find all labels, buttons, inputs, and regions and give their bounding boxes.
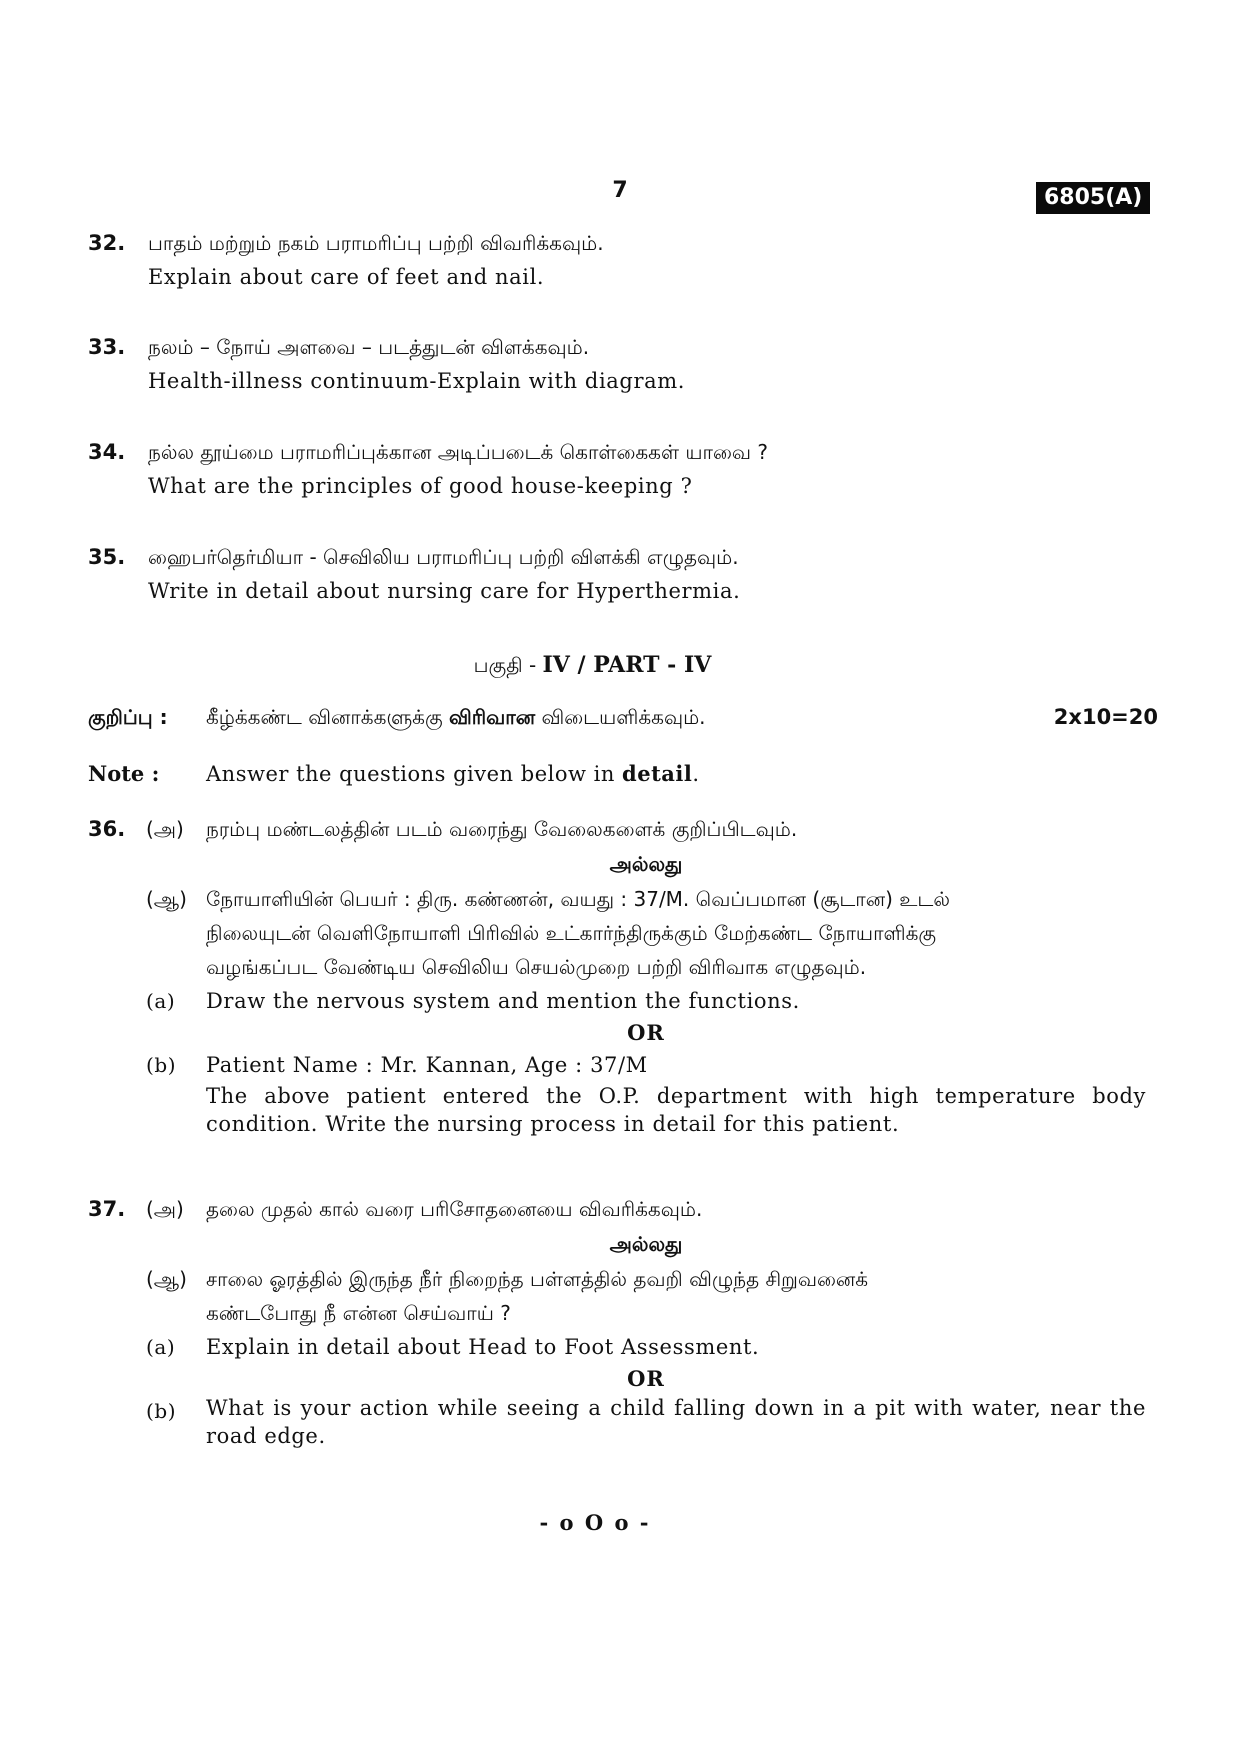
- part-heading-tamil: பகுதி -: [473, 653, 543, 677]
- question-text-tamil: ஹைபர்தெர்மியா - செவிலிய பராமரிப்பு பற்றி விளக்கி எழுதவும்.: [148, 545, 739, 569]
- page-number: 7: [612, 178, 628, 203]
- question-number: 34.: [88, 440, 126, 464]
- option-a-english: (a) Draw the nervous system and mention the functions.: [146, 989, 800, 1013]
- note-text: Answer the questions given below in detail.: [206, 761, 700, 786]
- question-text-tamil: நல்ல தூய்மை பராமரிப்புக்கான அடிப்படைக் கொள்கைகள் யாவை ?: [148, 440, 769, 464]
- question-text-english: Health-illness continuum-Explain with diagram.: [148, 369, 686, 393]
- option-b-english: (b) What is your action while seeing a child falling down in a pit with water, near the road edge.: [146, 1396, 1146, 1448]
- instruction-tamil: [88, 700, 1158, 734]
- part-heading: [0, 648, 1185, 683]
- option-a-tamil: (அ) நரம்பு மண்டலத்தின் படம் வரைந்து வேலைகளைக் குறிப்பிடவும்.: [146, 817, 798, 841]
- question-text-english: Explain about care of feet and nail.: [148, 265, 545, 289]
- or-english: OR: [627, 1020, 665, 1045]
- note-label: Note :: [88, 761, 160, 786]
- option-a-tamil: (அ) தலை முதல் கால் வரை பரிசோதனையை விவரிக்கவும்.: [146, 1197, 703, 1221]
- question-number: 37.: [88, 1197, 126, 1221]
- question-text-tamil: நலம் – நோய் அளவை – படத்துடன் விளக்கவும்.: [148, 335, 590, 359]
- part-heading-english: IV / PART - IV: [542, 652, 712, 678]
- or-tamil: அல்லது: [609, 1232, 683, 1256]
- option-b-english: (b) Patient Name : Mr. Kannan, Age : 37/M The above patient entered the O.P. department with high temperature body condition. Write the nursing process in detail for this patient.: [146, 1053, 1146, 1136]
- question-number: 32.: [88, 231, 126, 255]
- paper-code-badge: 6805(A): [1036, 182, 1150, 214]
- option-b-tamil: (ஆ) சாலை ஓரத்தில் இருந்த நீர் நிறைந்த பள்ளத்தில் தவறி விழுந்த சிறுவனைக் கண்டபோது நீ என்ன செய்வாய் ?: [146, 1267, 869, 1325]
- question-text-english: Write in detail about nursing care for Hyperthermia.: [148, 579, 741, 603]
- question-number: 35.: [88, 545, 126, 569]
- question-number: 33.: [88, 335, 126, 359]
- end-of-paper-mark: - o O o -: [539, 1510, 651, 1535]
- question-text-english: What are the principles of good house-keeping ?: [148, 474, 693, 498]
- question-text-tamil: பாதம் மற்றும் நகம் பராமரிப்பு பற்றி விவரிக்கவும்.: [148, 231, 604, 255]
- option-a-english: (a) Explain in detail about Head to Foot Assessment.: [146, 1335, 760, 1359]
- marks-allocation: 2x10=20: [1053, 705, 1158, 729]
- instruction-label-tamil: குறிப்பு :: [88, 705, 168, 729]
- or-tamil: அல்லது: [609, 852, 683, 876]
- instruction-english: [88, 757, 1158, 791]
- instruction-text-tamil: கீழ்க்கண்ட வினாக்களுக்கு விரிவான விடையளிக்கவும்.: [206, 705, 706, 729]
- question-number: 36.: [88, 817, 126, 841]
- or-english: OR: [627, 1366, 665, 1391]
- option-b-tamil: (ஆ) நோயாளியின் பெயர் : திரு. கண்ணன், வயது : 37/M. வெப்பமான (சூடான) உடல் நிலையுடன் வெளிநோயாளி பிரிவில் உட்கார்ந்திருக்கும் மேற்கண்ட நோயாளிக்கு வழங்கப்பட வேண்டிய செவிலிய செயல்முறை பற்றி விரிவாக எழுதவும்.: [146, 887, 950, 979]
